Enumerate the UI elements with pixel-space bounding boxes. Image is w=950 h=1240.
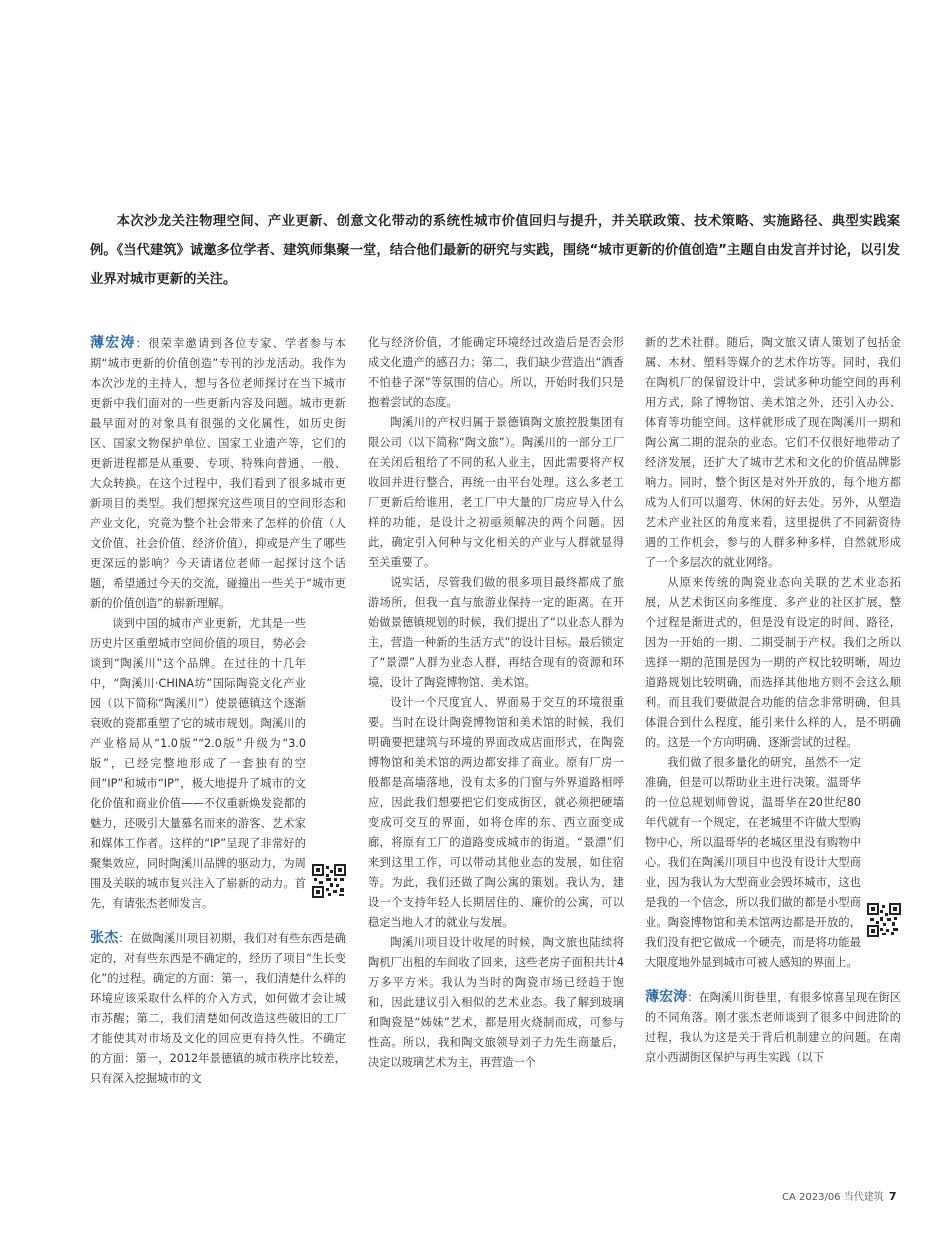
paragraph-text: 我们做了很多量化的研究，虽然不一定准确，但是可以帮助业主进行决策。温哥华的一位总规划师曾说，温哥华在20世纪80年代就有一个规定，在老城里不许做大型购物中心，所以温哥华的老城区里没有购物中心。我们在陶溪川项目中也没有设计大型商业，因为我认为大型商业会毁坏城市，这也是我的一个信念，所以我们做的都是小型商业。陶瓷博物馆和美术馆两边都是开放的，我们没有把它做成一个硬壳，而是将功能最大限度地外显到城市可被人感知的界面上。 bbox=[645, 756, 861, 969]
qr-code-icon bbox=[867, 903, 901, 937]
paragraph-text: 谈到中国的城市产业更新，尤其是一些历史片区重塑城市空间价值的项目，势必会谈到“陶溪川”这个品牌。在过往的十几年中，“陶溪川·CHINA坊”国际陶瓷文化产业园（以下简称“陶溪川”）使景德镇这个逐渐衰败的瓷都重塑了它的城市规划。陶溪川的产业格局从“1.0版”“2.0版”升级为“3.0版”，已经完整地形成了一套独有的空间“IP”和城市“IP”，极大地提升了城市的文化价值和商业价值——不仅重新焕发瓷都的魅力，还吸引大量慕名而来的游客、艺术家和媒体工作者。这样的“IP”呈现了非常好的聚集效应，同时陶溪川品牌的驱动力，为周围及关联的城市复兴注入了崭新的动力。首先，有请张杰老师发言。 bbox=[90, 617, 306, 910]
paragraph: 说实话，尽管我们做的很多项目最终都成了旅游场所，但我一直与旅游业保持一定的距离。在开始做景德镇规划的时候，我们提出了“以业态人群为主，营造一种新的生活方式”的设计目标。最后锁定了“景漂”人群为业态人群，再结合现有的资源和环境，设计了陶瓷博物馆、美术馆。 bbox=[368, 576, 624, 689]
intro-abstract bbox=[90, 207, 900, 294]
page-footer bbox=[782, 1188, 897, 1203]
text-column-1 bbox=[90, 333, 346, 1089]
speaker-paragraph bbox=[645, 987, 901, 1068]
speaker-name: 张杰 bbox=[90, 930, 119, 946]
journal-info: CA 2023/06 当代建筑 bbox=[782, 1192, 884, 1203]
paragraph bbox=[645, 753, 901, 973]
paragraph: 新的艺术社群。随后，陶文旅又请人策划了包括金属、木材、塑料等媒介的艺术作坊等。同时，我们在陶机厂的保留设计中，尝试多种功能空间的再利用方式，除了博物馆、美术馆之外，还引入办公、体育等功能空间。这样就形成了现在陶溪川一期和陶公寓二期的混杂的业态。它们不仅很好地带动了经济发展，还扩大了城市艺术和文化的价值品牌影响力。同时，整个街区是对外开放的，每个地方都成为人们可以遛弯、休闲的好去处。另外，从塑造艺术产业社区的角度来看，这里提供了不同薪资待遇的工作机会，参与的人群多种多样，自然就形成了一个多层次的就业网络。 bbox=[645, 336, 901, 569]
text-column-3 bbox=[645, 333, 901, 1068]
paragraph: 设计一个尺度宜人、界面易于交互的环境很重要。当时在设计陶瓷博物馆和美术馆的时候，我们明确要把建筑与环境的界面改成店面形式，在陶瓷博物馆和美术馆的两边都安排了商业。原有厂房一般都是高墙落地，没有太多的门窗与外界道路相呼应，因此我们想要把它们变成街区，就必须把硬墙变成可交互的界面，如将仓库的东、西立面变成廊，将原有工厂的道路变成城市的街道。“景漂”们来到这里工作，可以带动其他业态的发展，如住宿等。为此，我们还做了陶公寓的策划。我认为，建设一个支持年轻人长期居住的、廉价的公寓，可以稳定当地人才的就业与发展。 bbox=[368, 696, 624, 929]
text-column-2 bbox=[368, 333, 624, 1073]
paragraph: 从原来传统的陶瓷业态向关联的艺术业态拓展，从艺术街区向多维度、多产业的社区扩展，整个过程是渐进式的，但是没有设定的时间、路径，因为一开始的一期、二期受制于产权。我们之所以选择一期的范围是因为一期的产权比较明晰，周边道路规划比较明确，而选择其他地方则不会这么顺利。而且我们要做混合功能的信念非常明确，但具体混合到什么程度，能引来什么样的人，是不明确的。这是一个方向明确、逐渐尝试的过程。 bbox=[645, 576, 901, 749]
speaker-name: 薄宏涛 bbox=[90, 335, 136, 351]
paragraph-text: ：很荣幸邀请到各位专家、学者参与本期“城市更新的价值创造”专刊的沙龙活动。我作为本次沙龙的主持人，想与各位老师探讨在当下城市更新中我们面对的一些更新内容及问题。城市更新最早面对的对象具有很强的文化属性，如历史街区、国家文物保护单位、国家工业遗产等，它们的更新进程都是从重要、专项、特殊向普通、一般、大众转换。在这个过程中，我们看到了很多城市更新项目的类型。我们想探究这些项目的空间形态和产业文化，究竟为整个社会带来了怎样的价值（人文价值、社会价值、经济价值），抑或是产生了哪些更深远的影响？今天请诸位老师一起探讨这个话题，希望通过今天的交流，碰撞出一些关于“城市更新的价值创造”的崭新理解。 bbox=[90, 337, 346, 610]
paragraph bbox=[90, 614, 346, 914]
paragraph-text: ：在做陶溪川项目初期，我们对有些东西是确定的，对有些东西是不确定的，经历了项目“生长变化”的过程。确定的方面：第一，我们清楚什么样的环境应该采取什么样的介入方式，如何做才会让城市苏醒；第二，我们清楚如何改造这些破旧的工厂才能使其对市场及文化的回应更有持久性。不确定的方面：第一，2012年景德镇的城市秩序比较差，只有深入挖掘城市的文 bbox=[90, 932, 346, 1085]
paragraph: 陶溪川项目设计收尾的时候，陶文旅也陆续将陶机厂出租的车间收了回来，这些老房子面积共计4万多平方米。我认为当时的陶瓷市场已经趋于饱和，因此建议引入相似的艺术业态。我了解到玻璃和陶瓷是“姊妹”艺术，都是用火烧制而成，可参与性高。所以，我和陶文旅领导刘子力先生商量后，决定以玻璃艺术为主，再营造一个 bbox=[368, 936, 624, 1069]
qr-code-icon bbox=[312, 864, 346, 898]
speaker-paragraph bbox=[90, 333, 346, 614]
intro-text: 本次沙龙关注物理空间、产业更新、创意文化带动的系统性城市价值回归与提升，并关联政策、技术策略、实施路径、典型实践案例。《当代建筑》诚邀多位学者、建筑师集聚一堂，结合他们最新的研究与实践，围绕“城市更新的价值创造”主题自由发言并讨论，以引发业界对城市更新的关注。 bbox=[90, 214, 900, 287]
page-number: 7 bbox=[888, 1190, 897, 1203]
speaker-paragraph bbox=[90, 928, 346, 1089]
paragraph: 化与经济价值，才能确定环境经过改造后是否会形成文化遗产的感召力；第二，我们缺少营造出“酒香不怕巷子深”等氛围的信心。所以，开始时我们只是抱着尝试的态度。 bbox=[368, 336, 624, 409]
paragraph: 陶溪川的产权归属于景德镇陶文旅控股集团有限公司（以下简称“陶文旅”）。陶溪川的一部分工厂在关闭后租给了不同的私人业主，因此需要将产权收回并进行整合，再统一由平台处理。这么多老工厂更新后给谁用，老工厂中大量的厂房应导入什么样的功能，是设计之初亟须解决的两个问题。因此，确定引入何种与文化相关的产业与人群就显得至关重要了。 bbox=[368, 416, 624, 569]
speaker-name: 薄宏涛 bbox=[645, 989, 688, 1005]
paragraph-text: ：在陶溪川街巷里，有很多惊喜呈现在街区的不同角落。刚才张杰老师谈到了很多中间进阶的过程，我认为这是关于背后机制建立的问题。在南京小西湖街区保护与再生实践（以下 bbox=[645, 991, 901, 1064]
